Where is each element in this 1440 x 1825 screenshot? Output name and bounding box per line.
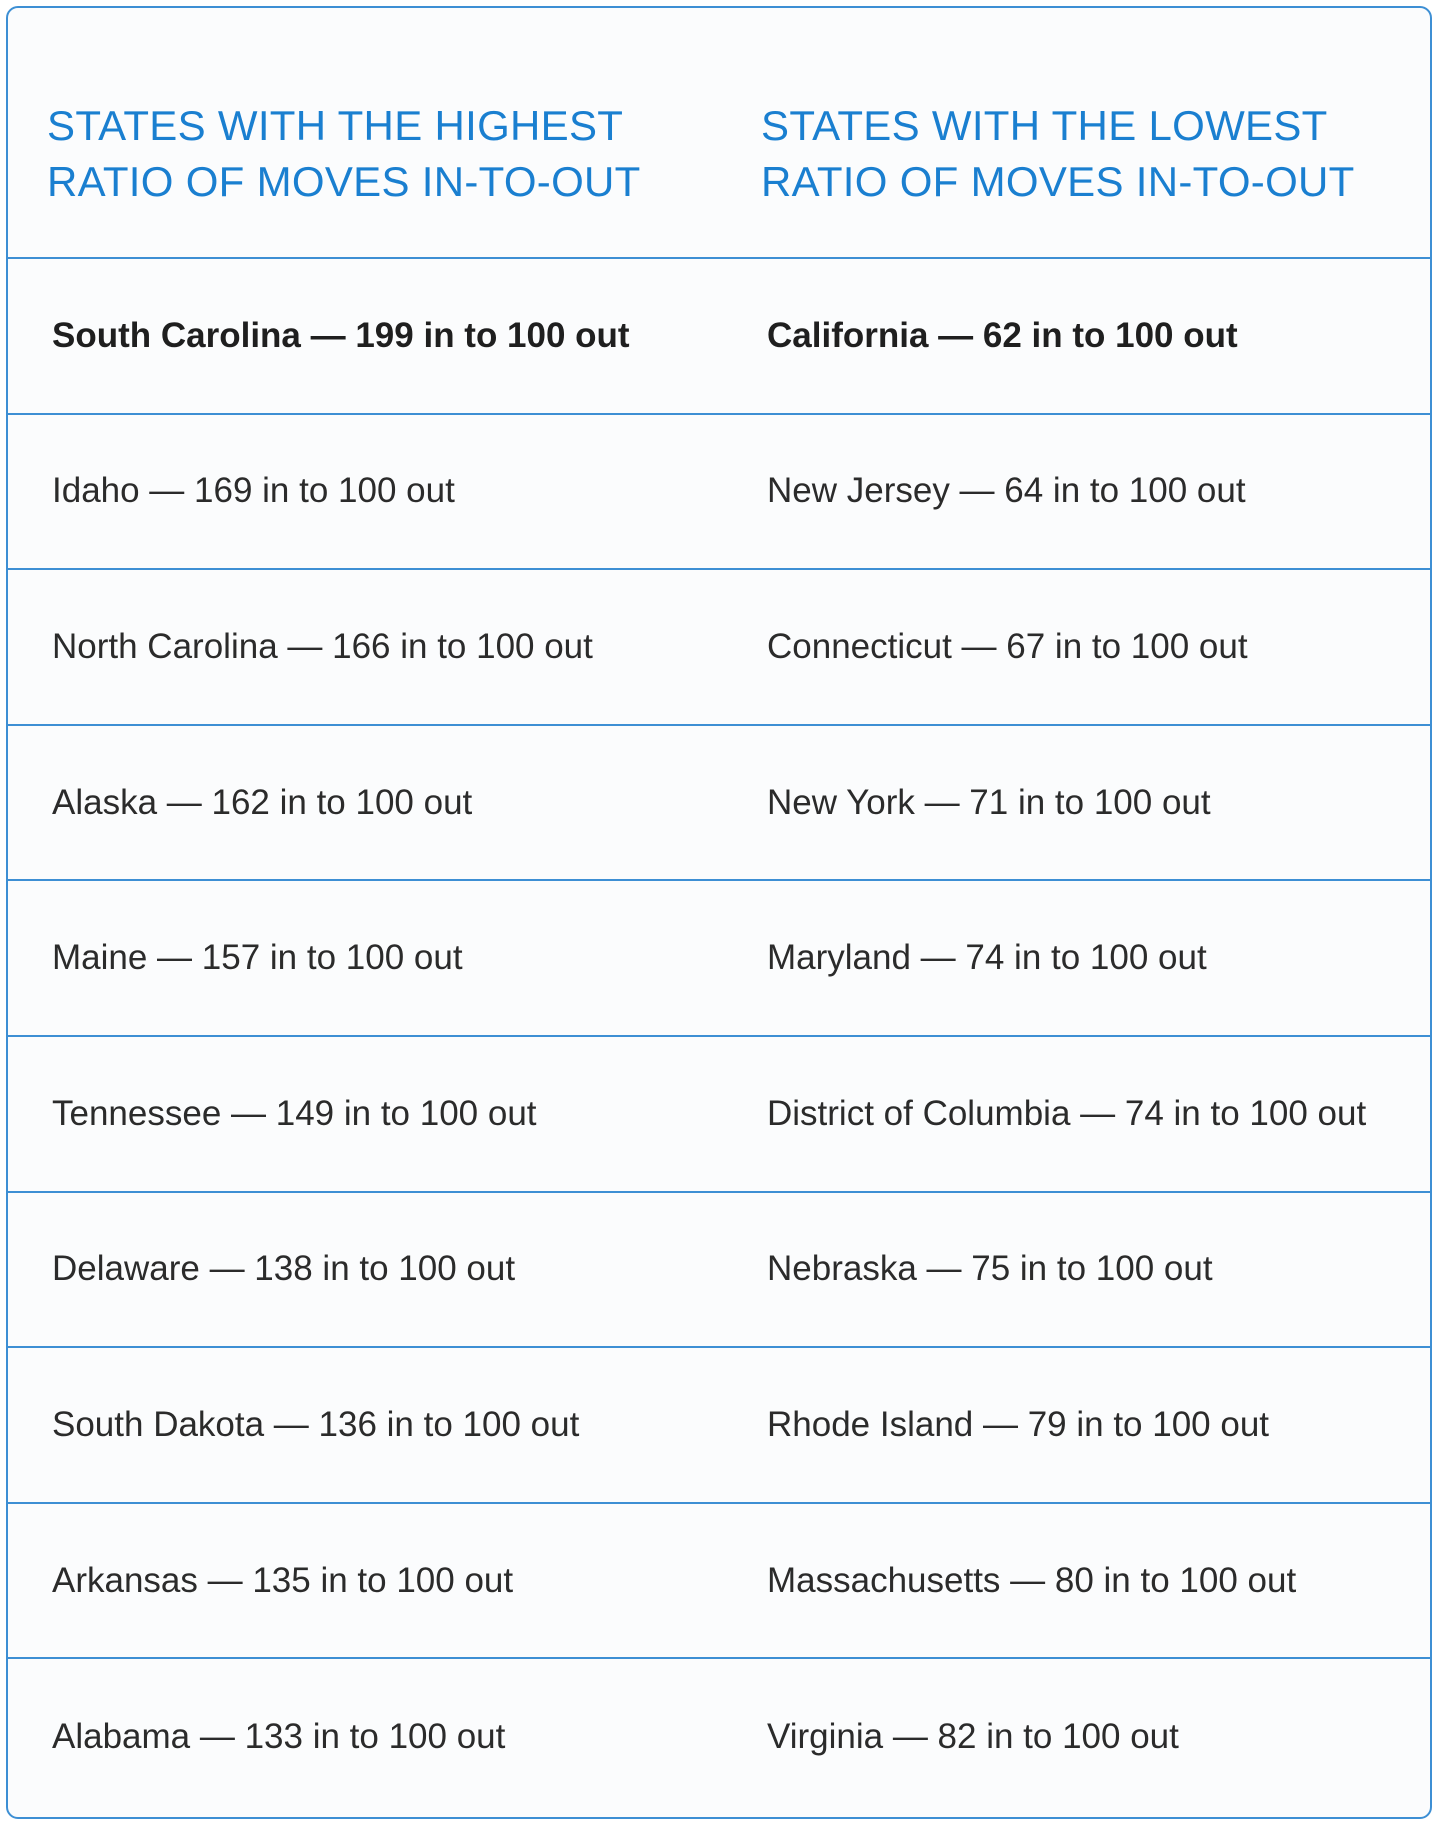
table-row: [8, 1193, 1430, 1349]
highest-ratio-cell: South Carolina — 199 in to 100 out: [52, 315, 630, 355]
lowest-ratio-cell: New York — 71 in to 100 out: [767, 782, 1211, 822]
lowest-ratio-cell: District of Columbia — 74 in to 100 out: [767, 1093, 1367, 1133]
table-row: [8, 570, 1430, 726]
highest-ratio-cell: Delaware — 138 in to 100 out: [52, 1249, 516, 1289]
lowest-ratio-cell: Massachusetts — 80 in to 100 out: [767, 1560, 1297, 1600]
lowest-ratio-cell: California — 62 in to 100 out: [767, 315, 1238, 355]
highest-ratio-cell: Idaho — 169 in to 100 out: [52, 471, 455, 511]
table-row: [8, 726, 1430, 882]
highest-ratio-cell: Alaska — 162 in to 100 out: [52, 782, 473, 822]
highest-ratio-cell: North Carolina — 166 in to 100 out: [52, 626, 593, 666]
table-row: [8, 1504, 1430, 1660]
lowest-ratio-cell: New Jersey — 64 in to 100 out: [767, 471, 1246, 511]
table-row: [8, 415, 1430, 571]
highest-ratio-cell: Maine — 157 in to 100 out: [52, 938, 463, 978]
header-highest-ratio: STATES WITH THE HIGHEST RATIO OF MOVES IN-TO-OUT: [47, 102, 641, 205]
table-header-row: [8, 8, 1430, 259]
migration-ratio-table: [6, 6, 1432, 1819]
table-row: [8, 1659, 1430, 1815]
lowest-ratio-cell: Rhode Island — 79 in to 100 out: [767, 1404, 1270, 1444]
lowest-ratio-cell: Nebraska — 75 in to 100 out: [767, 1249, 1213, 1289]
highest-ratio-cell: South Dakota — 136 in to 100 out: [52, 1404, 580, 1444]
table-body: [8, 259, 1430, 1815]
header-lowest-ratio: STATES WITH THE LOWEST RATIO OF MOVES IN-TO-OUT: [761, 102, 1355, 205]
highest-ratio-cell: Tennessee — 149 in to 100 out: [52, 1093, 537, 1133]
table-row: [8, 1037, 1430, 1193]
lowest-ratio-cell: Connecticut — 67 in to 100 out: [767, 626, 1248, 666]
highest-ratio-cell: Arkansas — 135 in to 100 out: [52, 1560, 514, 1600]
table-row: [8, 259, 1430, 415]
highest-ratio-cell: Alabama — 133 in to 100 out: [52, 1717, 506, 1757]
table-row: [8, 1348, 1430, 1504]
lowest-ratio-cell: Virginia — 82 in to 100 out: [767, 1717, 1179, 1757]
lowest-ratio-cell: Maryland — 74 in to 100 out: [767, 938, 1207, 978]
table-row: [8, 881, 1430, 1037]
